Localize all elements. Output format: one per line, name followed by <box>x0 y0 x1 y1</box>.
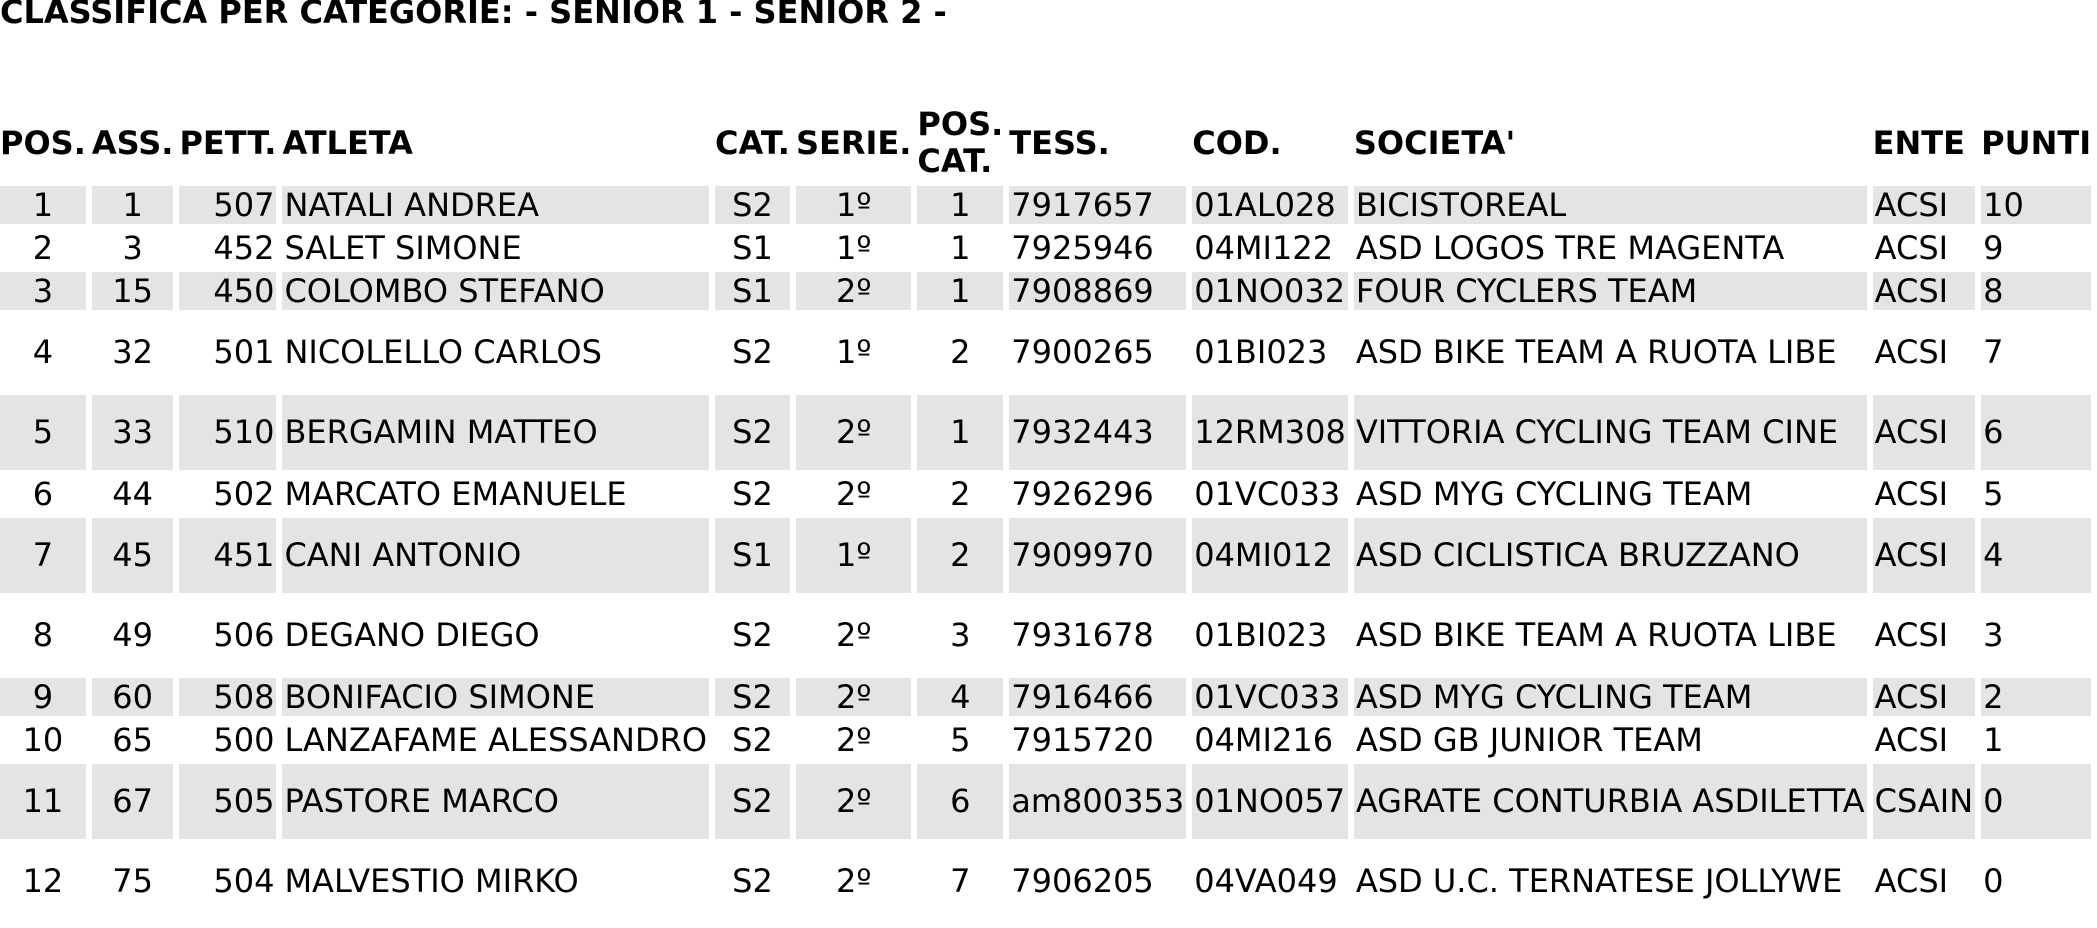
table-row <box>0 844 2091 919</box>
table-row <box>0 721 2091 759</box>
cell-punti: 4 <box>1981 518 2091 593</box>
cell-tess: 7908869 <box>1009 272 1186 310</box>
cell-poscat: 5 <box>950 720 971 759</box>
cell-cod: 01VC033 <box>1194 474 1341 513</box>
cell-ente: ACSI <box>1874 474 1949 513</box>
cell-ass: 15 <box>92 272 174 310</box>
cell-pett: 510 <box>179 395 276 470</box>
cell-ass: 32 <box>112 333 153 371</box>
cell-societa: ASD U.C. TERNATESE JOLLYWE <box>1355 862 1843 900</box>
header-ente: ENTE <box>1872 123 1965 162</box>
cell-serie: 1º <box>835 228 872 267</box>
cell-punti: 1 <box>1983 720 2004 759</box>
cell-atleta: BONIFACIO SIMONE <box>282 678 709 716</box>
cell-serie: 2º <box>796 395 911 470</box>
header-poscat-line2: CAT. <box>917 142 993 180</box>
cell-cod: 04MI216 <box>1194 720 1334 759</box>
cell-societa: AGRATE CONTURBIA ASDILETTA <box>1354 764 1867 839</box>
cell-cat: S2 <box>732 616 773 654</box>
cell-cat: S2 <box>715 764 790 839</box>
cell-cat: S2 <box>732 474 773 513</box>
cell-poscat: 1 <box>950 228 971 267</box>
cell-pos: 10 <box>22 720 64 759</box>
table-row <box>0 678 2091 716</box>
cell-serie: 1º <box>796 518 911 593</box>
cell-pett: 452 <box>213 228 275 267</box>
cell-cod: 01VC033 <box>1192 678 1348 716</box>
cell-ass: 67 <box>92 764 174 839</box>
cell-ass: 3 <box>122 228 143 267</box>
cell-cod: 04VA049 <box>1194 862 1338 900</box>
header-row <box>0 105 2091 181</box>
table-row <box>0 315 2091 390</box>
table-row <box>0 475 2091 513</box>
cell-cat: S2 <box>715 186 790 224</box>
header-pos: POS. <box>0 123 86 162</box>
cell-pett: 504 <box>213 862 275 900</box>
cell-serie: 2º <box>835 720 872 759</box>
cell-atleta: COLOMBO STEFANO <box>282 272 709 310</box>
cell-punti: 8 <box>1981 272 2091 310</box>
cell-pett: 501 <box>213 333 275 371</box>
table-row <box>0 518 2091 593</box>
cell-atleta: SALET SIMONE <box>284 228 522 267</box>
cell-atleta: NICOLELLO CARLOS <box>284 333 602 371</box>
cell-cat: S1 <box>715 272 790 310</box>
cell-cod: 12RM308 <box>1192 395 1348 470</box>
cell-cat: S2 <box>715 395 790 470</box>
cell-ente: ACSI <box>1873 272 1976 310</box>
cell-societa: FOUR CYCLERS TEAM <box>1354 272 1867 310</box>
cell-pos: 4 <box>32 333 54 371</box>
cell-ente: ACSI <box>1873 518 1976 593</box>
cell-cat: S2 <box>715 678 790 716</box>
cell-atleta: NATALI ANDREA <box>282 186 709 224</box>
cell-pos: 2 <box>32 228 54 267</box>
cell-pett: 508 <box>179 678 276 716</box>
results-table <box>0 100 2097 924</box>
cell-serie: 1º <box>796 186 911 224</box>
cell-poscat: 2 <box>950 333 971 371</box>
cell-serie: 2º <box>835 616 872 654</box>
cell-tess: 7916466 <box>1009 678 1186 716</box>
cell-atleta: LANZAFAME ALESSANDRO <box>284 720 708 759</box>
cell-cat: S2 <box>732 720 773 759</box>
cell-tess: 7925946 <box>1011 228 1154 267</box>
cell-pos: 5 <box>0 395 86 470</box>
cell-ente: ACSI <box>1873 395 1976 470</box>
cell-poscat: 2 <box>917 518 1003 593</box>
cell-ente: ACSI <box>1873 678 1976 716</box>
cell-pos: 1 <box>0 186 86 224</box>
cell-ente: ACSI <box>1874 228 1949 267</box>
cell-pett: 500 <box>213 720 275 759</box>
cell-pos: 11 <box>0 764 86 839</box>
cell-atleta: MARCATO EMANUELE <box>284 474 627 513</box>
cell-poscat: 1 <box>917 395 1003 470</box>
cell-punti: 9 <box>1983 228 2004 267</box>
cell-pos: 7 <box>0 518 86 593</box>
cell-cod: 01BI023 <box>1194 616 1328 654</box>
cell-serie: 2º <box>796 272 911 310</box>
header-serie: SERIE. <box>795 123 912 162</box>
cell-societa: ASD BIKE TEAM A RUOTA LIBE <box>1355 616 1837 654</box>
cell-ente: ACSI <box>1873 186 1976 224</box>
cell-tess: 7932443 <box>1009 395 1186 470</box>
cell-cod: 01NO032 <box>1192 272 1348 310</box>
cell-tess: 7909970 <box>1009 518 1186 593</box>
cell-societa: ASD LOGOS TRE MAGENTA <box>1355 228 1785 267</box>
cell-poscat: 6 <box>917 764 1003 839</box>
cell-punti: 7 <box>1983 333 2004 371</box>
cell-pett: 451 <box>179 518 276 593</box>
cell-pett: 502 <box>213 474 275 513</box>
cell-societa: VITTORIA CYCLING TEAM CINE <box>1354 395 1867 470</box>
cell-poscat: 1 <box>917 272 1003 310</box>
cell-punti: 5 <box>1983 474 2004 513</box>
cell-serie: 2º <box>796 764 911 839</box>
cell-punti: 2 <box>1981 678 2091 716</box>
cell-tess: 7926296 <box>1011 474 1154 513</box>
cell-tess: 7917657 <box>1009 186 1186 224</box>
table-row <box>0 272 2091 310</box>
cell-ente: ACSI <box>1874 616 1949 654</box>
cell-serie: 2º <box>796 678 911 716</box>
cell-tess: am800353 <box>1009 764 1186 839</box>
cell-ente: ACSI <box>1874 333 1949 371</box>
cell-punti: 3 <box>1983 616 2004 654</box>
cell-poscat: 1 <box>917 186 1003 224</box>
cell-serie: 2º <box>835 474 872 513</box>
cell-pos: 3 <box>0 272 86 310</box>
cell-pett: 507 <box>179 186 276 224</box>
cell-atleta: PASTORE MARCO <box>282 764 709 839</box>
cell-cat: S2 <box>732 862 773 900</box>
cell-poscat: 2 <box>950 474 971 513</box>
cell-poscat: 7 <box>950 862 971 900</box>
header-cat: CAT. <box>715 123 790 162</box>
cell-atleta: BERGAMIN MATTEO <box>282 395 709 470</box>
header-cod: COD. <box>1192 123 1282 162</box>
cell-atleta: MALVESTIO MIRKO <box>284 862 579 900</box>
cell-ente: ACSI <box>1874 862 1949 900</box>
cell-ass: 33 <box>92 395 174 470</box>
header-atleta: ATLETA <box>282 123 413 162</box>
table-row <box>0 764 2091 839</box>
cell-ass: 60 <box>92 678 174 716</box>
cell-ass: 45 <box>92 518 174 593</box>
header-pett: PETT. <box>179 123 277 162</box>
cell-cod: 01NO057 <box>1192 764 1348 839</box>
table-row <box>0 395 2091 470</box>
cell-serie: 1º <box>835 333 872 371</box>
cell-pos: 12 <box>22 862 64 900</box>
cell-ente: CSAIN <box>1873 764 1976 839</box>
cell-pett: 450 <box>179 272 276 310</box>
cell-cod: 04MI122 <box>1194 228 1334 267</box>
cell-tess: 7900265 <box>1011 333 1154 371</box>
cell-ass: 65 <box>112 720 153 759</box>
cell-punti: 10 <box>1981 186 2091 224</box>
cell-tess: 7906205 <box>1011 862 1154 900</box>
cell-pos: 6 <box>32 474 54 513</box>
cell-ass: 75 <box>112 862 153 900</box>
table-row <box>0 229 2091 267</box>
page-title: CLASSIFICA PER CATEGORIE: - SENIOR 1 - SENIOR 2 - <box>0 0 947 31</box>
header-ass: ASS. <box>91 123 174 162</box>
cell-ente: ACSI <box>1874 720 1949 759</box>
cell-ass: 49 <box>112 616 153 654</box>
cell-cod: 01AL028 <box>1192 186 1348 224</box>
header-societa: SOCIETA' <box>1353 123 1516 162</box>
cell-pett: 506 <box>213 616 275 654</box>
cell-cod: 04MI012 <box>1192 518 1348 593</box>
cell-cat: S2 <box>732 333 773 371</box>
cell-tess: 7915720 <box>1011 720 1154 759</box>
cell-atleta: DEGANO DIEGO <box>284 616 540 654</box>
results-body <box>0 186 2091 919</box>
cell-punti: 0 <box>1981 764 2091 839</box>
cell-societa: ASD GB JUNIOR TEAM <box>1355 720 1703 759</box>
cell-societa: ASD BIKE TEAM A RUOTA LIBE <box>1355 333 1837 371</box>
cell-societa: BICISTOREAL <box>1354 186 1867 224</box>
cell-serie: 2º <box>835 862 872 900</box>
table-row <box>0 186 2091 224</box>
cell-cod: 01BI023 <box>1194 333 1328 371</box>
cell-punti: 0 <box>1983 862 2004 900</box>
cell-atleta: CANI ANTONIO <box>282 518 709 593</box>
cell-punti: 6 <box>1981 395 2091 470</box>
cell-ass: 1 <box>92 186 174 224</box>
cell-pett: 505 <box>179 764 276 839</box>
cell-cat: S1 <box>732 228 773 267</box>
cell-societa: ASD MYG CYCLING TEAM <box>1354 678 1867 716</box>
cell-pos: 8 <box>32 616 54 654</box>
header-tess: TESS. <box>1009 123 1110 162</box>
cell-cat: S1 <box>715 518 790 593</box>
cell-societa: ASD CICLISTICA BRUZZANO <box>1354 518 1867 593</box>
header-poscat <box>917 105 1003 181</box>
cell-pos: 9 <box>0 678 86 716</box>
cell-ass: 44 <box>112 474 153 513</box>
cell-poscat: 3 <box>950 616 971 654</box>
header-punti: PUNTI <box>1981 123 2092 162</box>
header-poscat-line1: POS. <box>917 105 1004 143</box>
cell-societa: ASD MYG CYCLING TEAM <box>1355 474 1753 513</box>
cell-tess: 7931678 <box>1011 616 1154 654</box>
table-row <box>0 598 2091 673</box>
cell-poscat: 4 <box>917 678 1003 716</box>
